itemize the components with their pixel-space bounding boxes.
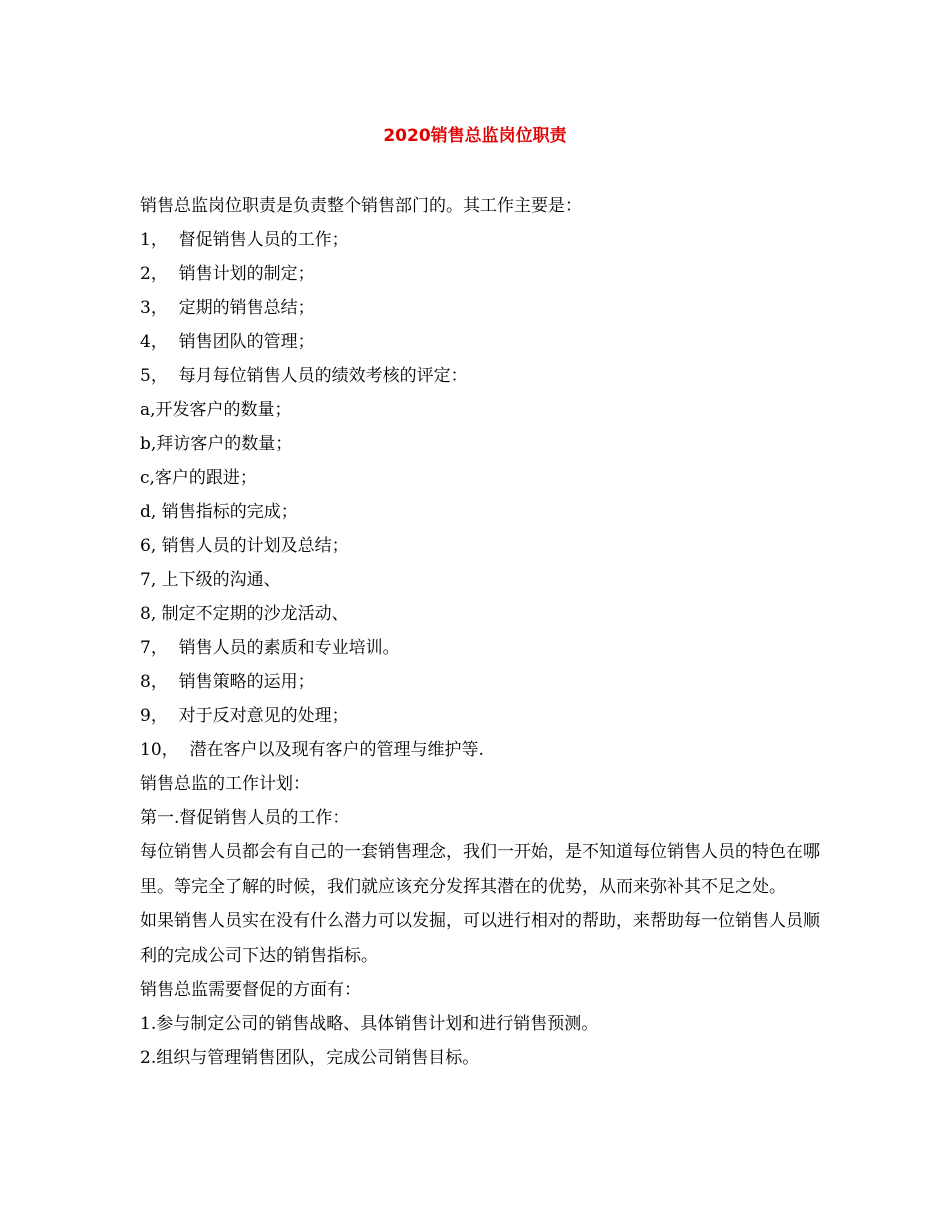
- list-item: 5， 每月每位销售人员的绩效考核的评定：: [140, 366, 468, 386]
- paragraph-body: 如果销售人员实在没有什么潜力可以发掘，可以进行相对的帮助，来帮助每一位销售人员顺利的完成公司下达的销售指标。: [140, 911, 820, 966]
- section-heading: 销售总监的工作计划：: [140, 774, 310, 794]
- sub-list-item: d, 销售指标的完成；: [140, 502, 298, 522]
- list-item: 8, 制定不定期的沙龙活动、: [140, 604, 349, 624]
- list-item: 7, 上下级的沟通、: [140, 570, 281, 590]
- section-heading: 销售总监需要督促的方面有：: [140, 980, 361, 1001]
- list-item: 1.参与制定公司的销售战略、具体销售计划和进行销售预测。: [140, 1014, 599, 1035]
- list-item: 9， 对于反对意见的处理；: [140, 706, 349, 726]
- list-item: 1， 督促销售人员的工作；: [140, 230, 349, 250]
- paragraph-intro: 销售总监岗位职责是负责整个销售部门的。其工作主要是：: [140, 196, 582, 216]
- sub-list-item: c,客户的跟进；: [140, 468, 257, 488]
- document-body: [140, 189, 820, 1075]
- sub-list-item: b,拜访客户的数量；: [140, 434, 293, 454]
- paragraph-body: 每位销售人员都会有自己的一套销售理念，我们一开始，是不知道每位销售人员的特色在哪里。等完全了解的时候，我们就应该充分发挥其潜在的优势，从而来弥补其不足之处。: [140, 842, 820, 897]
- list-item: 10， 潜在客户以及现有客户的管理与维护等.: [140, 740, 484, 760]
- list-item: 8， 销售策略的运用；: [140, 672, 315, 692]
- document-title: 2020销售总监岗位职责: [383, 126, 567, 146]
- section-subheading: 第一.督促销售人员的工作：: [140, 808, 350, 828]
- list-item: 3， 定期的销售总结；: [140, 298, 315, 318]
- list-item: 2， 销售计划的制定；: [140, 264, 315, 284]
- list-item: 7， 销售人员的素质和专业培训。: [140, 638, 400, 658]
- sub-list-item: a,开发客户的数量；: [140, 400, 292, 420]
- list-item: 4， 销售团队的管理；: [140, 332, 315, 352]
- list-item: 2.组织与管理销售团队，完成公司销售目标。: [140, 1048, 480, 1069]
- list-item: 6, 销售人员的计划及总结；: [140, 536, 349, 556]
